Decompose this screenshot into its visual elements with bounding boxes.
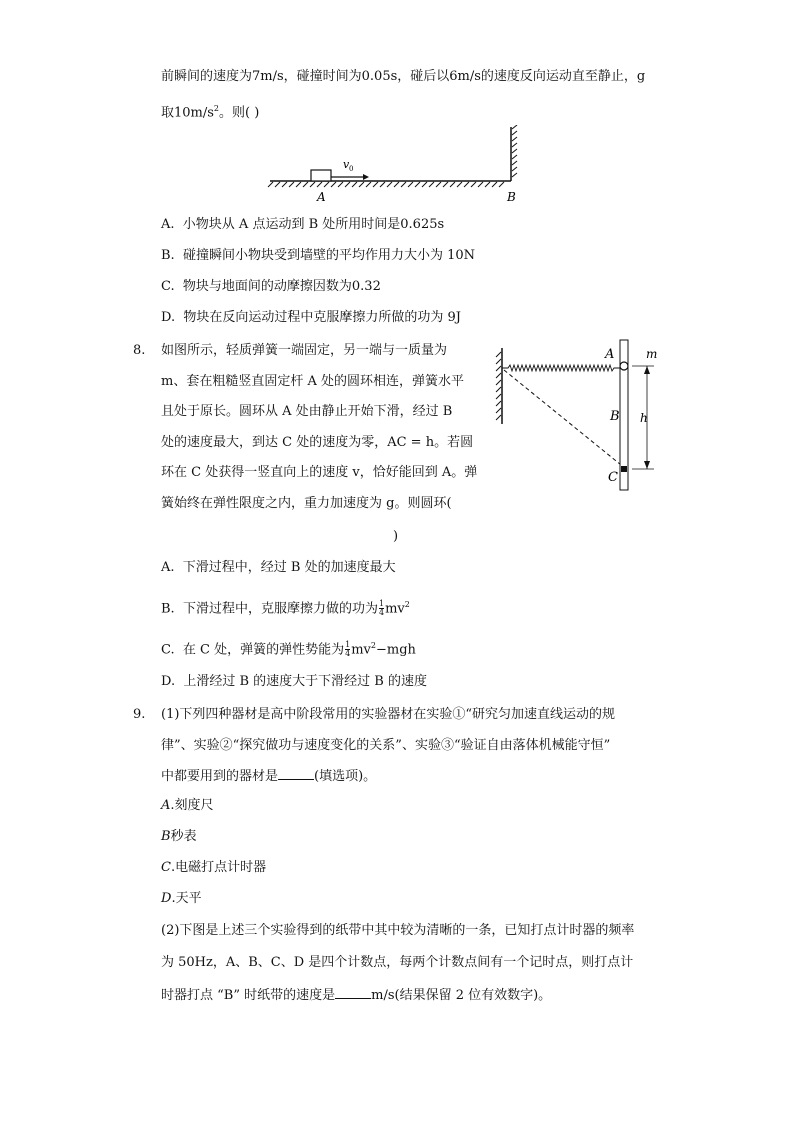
q7-option-a [161, 216, 444, 234]
q8-option-a [161, 559, 396, 577]
q9-choice-d [161, 890, 202, 908]
q7-option-d-text: 物块在反向运动过程中克服摩擦力所做的功为 9J [183, 310, 461, 325]
q9-p1-line1: (1)下列四种器材是高中阶段常用的实验器材在实验①“研究匀加速直线运动的规 [161, 707, 616, 722]
q8-label-h: h [640, 411, 648, 425]
q9-choice-d-text: .天平 [171, 891, 202, 906]
q7-stem-line2 [161, 100, 259, 122]
q7-option-b [161, 247, 475, 265]
q7-ground-hatch [268, 182, 504, 187]
q8-ring-a [620, 362, 628, 370]
q7-option-a-text: 小物块从 A 点运动到 B 处所用时间是0.625s [182, 217, 445, 232]
q7-label-b: B [507, 190, 516, 204]
q7-option-c-text: 物块与地面间的动摩擦因数为0.32 [182, 279, 381, 294]
q9-choice-a-text: .刻度尺 [170, 798, 214, 813]
q8-option-b-fraction [379, 600, 384, 617]
q9-p2-line3 [161, 986, 551, 1005]
q8-label-b: B [610, 409, 620, 424]
q7-label-a: A [317, 190, 326, 204]
q8-option-d [161, 673, 427, 691]
q9-p2-line3-post: m/s(结果保留 2 位有效数字)。 [371, 988, 552, 1003]
q8-stem-line2: m、套在粗糙竖直固定杆 A 处的圆环相连，弹簧水平 [161, 374, 464, 389]
q8-option-b-frac-den: 4 [378, 608, 385, 618]
q8-option-d-text: 上滑经过 B 的速度大于下滑经过 B 的速度 [183, 674, 427, 689]
q7-wall-hatch [512, 125, 517, 177]
q8-option-c-tail: −mgh [375, 642, 416, 658]
q7-stem-line2-post: 。则( ) [219, 105, 260, 121]
q8-option-c-letter: C. [161, 642, 175, 658]
q7-option-d-letter: D. [161, 310, 176, 325]
q8-option-c-frac-num: 1 [345, 640, 351, 650]
q8-wall-hatch [496, 352, 501, 420]
q9-choice-b [161, 828, 197, 846]
q8-dashed-line [504, 370, 626, 469]
q8-stem-line5: 环在 C 处获得一竖直向上的速度 v，恰好能回到 A。弹 [161, 465, 478, 480]
q7-v-sub: 0 [349, 165, 354, 173]
q9-choice-c-letter: C [161, 860, 171, 875]
q7-v-label: v [343, 158, 350, 171]
q9-choice-b-text: 秒表 [170, 829, 197, 844]
q7-option-c [161, 278, 381, 296]
q9-p1-line3 [161, 767, 376, 786]
q9-choice-d-letter: D [161, 891, 172, 906]
q8-ring-c [621, 466, 627, 472]
q8-stem-line6: 簧始终在弹性限度之内，重力加速度为 g。则圆环( [161, 496, 452, 511]
q8-number: 8. [133, 343, 146, 358]
q9-p1-line3-pre: 中都要用到的器材是 [161, 769, 279, 784]
q7-stem-line2-pre: 取10m/s [161, 105, 214, 121]
q7-option-b-letter: B. [161, 248, 175, 263]
q8-option-b-letter: B. [161, 601, 175, 617]
q8-label-c: C [608, 470, 618, 485]
q8-option-b-sup: 2 [404, 600, 410, 609]
q8-h-arrow-up [644, 366, 650, 374]
q8-option-b-frac-num: 1 [378, 599, 385, 609]
q9-answer-blank-2[interactable] [335, 986, 371, 999]
q8-option-b-post: mv [385, 601, 405, 617]
q8-stem-line3: 且处于原长。圆环从 A 处由静止开始下滑，经过 B [161, 404, 453, 419]
q9-p2-line1: (2)下图是上述三个实验得到的纸带中其中较为清晰的一条，已知打点计时器的频率 [161, 923, 635, 938]
q7-option-a-letter: A. [161, 217, 175, 232]
q7-velocity-arrowhead [363, 174, 369, 180]
q9-p1-line2: 律”、实验②“探究做功与速度变化的关系”、实验③“验证自由落体机械能守恒” [161, 738, 611, 753]
q8-h-arrow-down [644, 461, 650, 469]
q8-option-d-letter: D. [161, 674, 176, 689]
q8-figure [492, 336, 677, 496]
q8-option-a-letter: A. [161, 560, 175, 575]
q9-choice-c [161, 859, 266, 877]
q9-choice-c-text: .电磁打点计时器 [170, 860, 267, 875]
q8-option-b-pre: 下滑过程中，克服摩擦力做的功为 [182, 601, 378, 617]
q9-choice-a [161, 797, 214, 815]
q7-option-d [161, 309, 461, 327]
q8-option-a-text: 下滑过程中，经过 B 处的加速度最大 [182, 560, 396, 575]
q8-option-c-fraction [345, 641, 350, 658]
q8-option-c [161, 637, 416, 659]
q7-stem-line1: 前瞬间的速度为7m/s，碰撞时间为0.05s，碰后以6m/s的速度反向运动直至静止，g [161, 69, 646, 84]
q9-p1-line3-post: (填选项)。 [314, 769, 377, 784]
q9-choice-a-letter: A [161, 798, 171, 813]
q8-label-m: m [646, 347, 658, 361]
q8-option-b [161, 596, 410, 618]
q9-answer-blank-1[interactable] [278, 767, 314, 780]
q9-choice-b-letter: B [161, 829, 171, 844]
q8-option-c-post: mv [351, 642, 371, 658]
q7-option-c-letter: C. [161, 279, 175, 294]
q8-label-a: A [605, 347, 615, 362]
q8-option-c-sup: 2 [370, 641, 376, 650]
q9-p2-line2: 为 50Hz，A、B、C、D 是四个计数点，每两个计数点间有一个记时点，则打点计 [161, 955, 634, 970]
q7-figure [265, 125, 525, 205]
q7-option-b-text: 碰撞瞬间小物块受到墙壁的平均作用力大小为 10N [182, 248, 476, 263]
q7-block [311, 170, 331, 181]
q8-stem-line1: 如图所示，轻质弹簧一端固定，另一端与一质量为 [161, 343, 448, 358]
q7-stem-line2-sup: 2 [213, 104, 220, 113]
q8-stem-close: ) [393, 529, 399, 544]
q8-stem-line4: 处的速度最大，到达 C 处的速度为零，AC = h。若圆 [161, 435, 474, 450]
q9-number: 9. [133, 707, 146, 722]
q8-option-c-pre: 在 C 处，弹簧的弹性势能为 [182, 642, 345, 658]
q9-p2-line3-pre: 时器打点 “B” 时纸带的速度是 [161, 988, 336, 1003]
q8-spring [502, 365, 620, 371]
q8-option-c-frac-den: 4 [345, 649, 351, 659]
